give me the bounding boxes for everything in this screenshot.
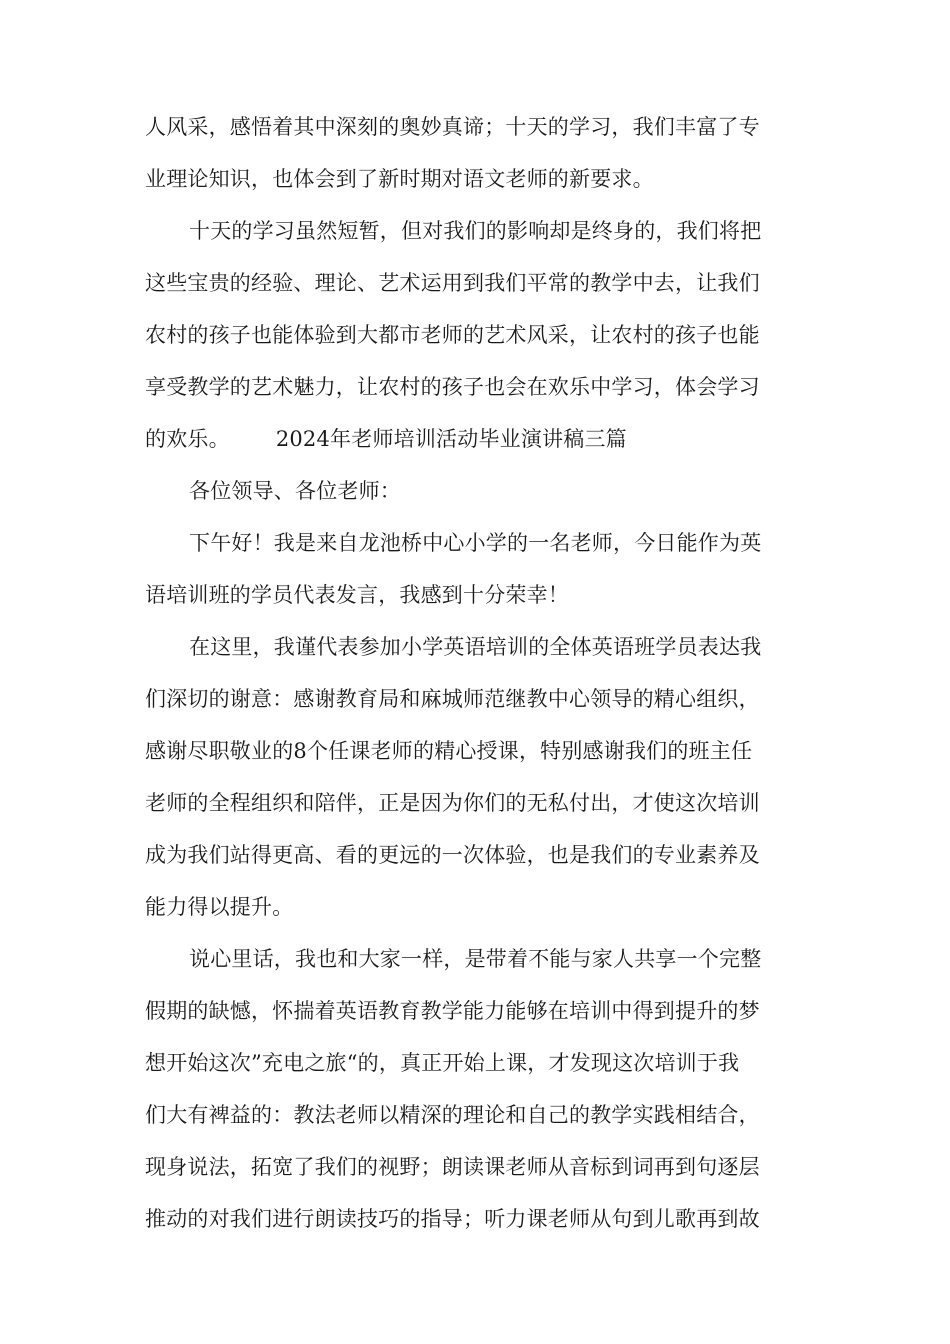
text-line: 能力得以提升。 — [145, 895, 294, 919]
salutation: 各位领导、各位老师： — [189, 479, 401, 503]
text-line: 说心里话，我也和大家一样，是带着不能与家人共享一个完整 — [189, 947, 762, 971]
text-line: 们大有裨益的：教法老师以精深的理论和自己的教学实践相结合， — [145, 1103, 760, 1127]
text-line: 农村的孩子也能体验到大都市老师的艺术风采，让农村的孩子也能 — [145, 323, 760, 347]
text-line: 业理论知识，也体会到了新时期对语文老师的新要求。 — [145, 167, 654, 191]
text-line: 下午好！我是来自龙池桥中心小学的一名老师，今日能作为英 — [189, 531, 762, 555]
text-line: 想开始这次”充电之旅“的，真正开始上课，才发现这次培训于我 — [145, 1051, 740, 1075]
text-line: 现身说法，拓宽了我们的视野；朗读课老师从音标到词再到句逐层 — [145, 1155, 760, 1179]
text-line: 们深切的谢意：感谢教育局和麻城师范继教中心领导的精心组织， — [145, 687, 760, 711]
text-line: 十天的学习虽然短暂，但对我们的影响却是终身的，我们将把 — [189, 219, 762, 243]
text-line: 享受教学的艺术魅力，让农村的孩子也会在欢乐中学习，体会学习 — [145, 375, 760, 399]
document-title: 2024年老师培训活动毕业演讲稿三篇 — [275, 427, 627, 451]
document-body — [145, 101, 810, 1245]
text-line: 推动的对我们进行朗读技巧的指导；听力课老师从句到儿歌再到故 — [145, 1207, 760, 1231]
text-line: 感谢尽职敬业的8个任课老师的精心授课，特别感谢我们的班主任 — [145, 739, 753, 763]
text-line: 的欢乐。 — [145, 427, 230, 451]
text-line: 语培训班的学员代表发言，我感到十分荣幸！ — [145, 583, 569, 607]
text-line-with-title — [145, 413, 810, 465]
text-line: 老师的全程组织和陪伴，正是因为你们的无私付出，才使这次培训 — [145, 791, 760, 815]
text-line: 假期的缺憾，怀揣着英语教育教学能力能够在培训中得到提升的梦 — [145, 999, 760, 1023]
text-line: 在这里，我谨代表参加小学英语培训的全体英语班学员表达我 — [189, 635, 762, 659]
text-line: 人风采，感悟着其中深刻的奥妙真谛；十天的学习，我们丰富了专 — [145, 115, 760, 139]
text-line: 这些宝贵的经验、理论、艺术运用到我们平常的教学中去，让我们 — [145, 271, 760, 295]
text-line: 成为我们站得更高、看的更远的一次体验，也是我们的专业素养及 — [145, 843, 760, 867]
